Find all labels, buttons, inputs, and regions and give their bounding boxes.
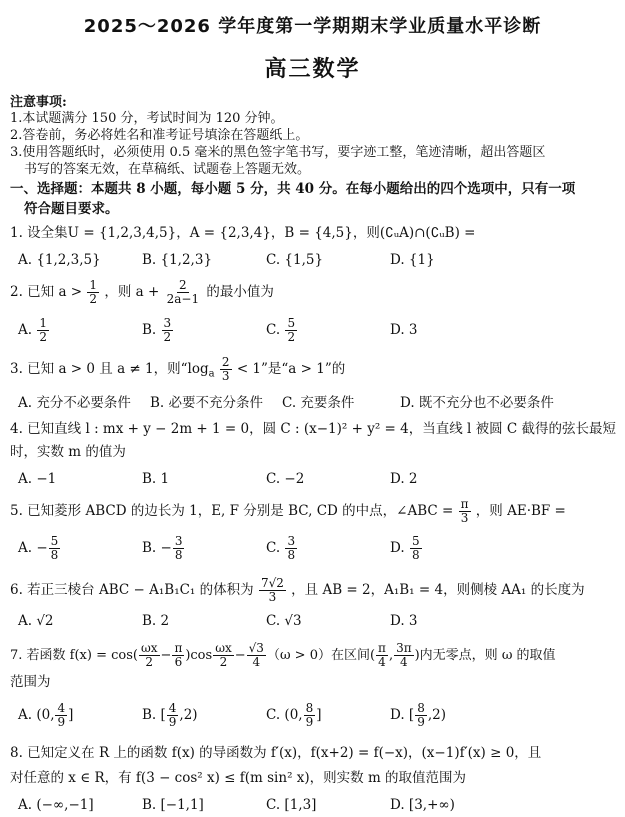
q7-option-c: C. (0, $\frac{8}{9}$ ] bbox=[266, 701, 322, 730]
q6-options bbox=[18, 610, 615, 632]
notes-title: 注意事项: bbox=[10, 95, 67, 110]
q3-option-a: A. 充分不必要条件 bbox=[18, 394, 131, 411]
q2-option-c: C. $\frac{5}{2}$ bbox=[266, 315, 296, 344]
q2-stem: 2. 已知 a > $\frac{1}{2}$ ，则 a + $\frac{2}{2a-1}$ 的最小值为 bbox=[10, 278, 274, 306]
q2-options bbox=[18, 312, 615, 348]
q4-options bbox=[18, 468, 615, 490]
q4-option-d: D. 2 bbox=[390, 470, 418, 487]
q2-option-b: B. $\frac{3}{2}$ bbox=[142, 315, 172, 344]
q6-option-a: A. √2 bbox=[18, 612, 54, 629]
q5-option-d: D. $\frac{5}{8}$ bbox=[390, 534, 420, 563]
q6-option-c: C. √3 bbox=[266, 612, 302, 629]
q4-option-b: B. 1 bbox=[142, 470, 170, 487]
q8-option-b: B. [−1,1] bbox=[142, 796, 204, 813]
exam-title: 2025～2026 学年度第一学期期末学业质量水平诊断 bbox=[83, 16, 542, 37]
q5-options bbox=[18, 531, 615, 567]
q1-stem: 1. 设全集U = {1,2,3,4,5}，A = {2,3,4}，B = {4,5}，则(∁ᵤA)∩(∁ᵤB) = bbox=[10, 225, 476, 241]
q7-option-a: A. (0, $\frac{4}{9}$ ] bbox=[18, 701, 74, 730]
section-heading: 一、选择题：本题共 8 小题，每小题 5 分，共 40 分。在每小题给出的四个选项中，只有一项 bbox=[10, 181, 576, 197]
q3-option-b: B. 必要不充分条件 bbox=[150, 394, 264, 411]
q4-stem: 4. 已知直线 l : mx + y − 2m + 1 = 0，圆 C : (x−1)² + y² = 4，当直线 l 被圆 C 截得的弦长最短 bbox=[10, 420, 617, 437]
q7-option-b: B. [ $\frac{4}{9}$ ,2) bbox=[142, 701, 198, 730]
q8-stem: 8. 已知定义在 R 上的函数 f(x) 的导函数为 f′(x)，f(x+2) = f(−x)，(x−1)f′(x) ≥ 0，且 bbox=[10, 744, 542, 761]
q5-option-c: C. $\frac{3}{8}$ bbox=[266, 534, 296, 563]
q7-options bbox=[18, 698, 615, 734]
q3-option-d: D. 既不充分也不必要条件 bbox=[400, 394, 554, 411]
q6-option-b: B. 2 bbox=[142, 612, 170, 629]
q5-stem: 5. 已知菱形 ABCD 的边长为 1，E, F 分别是 BC, CD 的中点，∠ABC = $\frac{\pi}{3}$ ，则 AE·BF = bbox=[10, 496, 566, 525]
q6-option-d: D. 3 bbox=[390, 612, 418, 629]
q1-option-a: A. {1,2,3,5} bbox=[18, 252, 101, 268]
q7-stem: 7. 若函数 f(x) = cos( $\frac{\omega x}{2}$ − $\frac{\pi}{6}$ )cos $\frac{\omega x}{2}$ − $\frac{√3}{4}$ （ω > 0）在区间( $\frac{\pi}{4}$ , $\frac{3\pi}{4}$ )内无零点，则 ω 的取值 bbox=[10, 640, 556, 669]
q8-option-d: D. [3,+∞) bbox=[390, 796, 455, 813]
q3-options bbox=[18, 390, 615, 412]
q1-options bbox=[18, 249, 615, 271]
q7-stem-cont: 范围为 bbox=[10, 673, 51, 690]
q6-stem: 6. 若正三棱台 ABC − A₁B₁C₁ 的体积为 $\frac{7√2}{3}$ ，且 AB = 2，A₁B₁ = 4，则侧棱 AA₁ 的长度为 bbox=[10, 575, 585, 604]
q2-frac-2: $\frac{2}{2a-1}$ bbox=[166, 278, 200, 306]
q1-option-c: C. {1,5} bbox=[266, 252, 324, 268]
q3-stem: 3. 已知 a > 0 且 a ≠ 1，则“$\log_a$ $\frac{2}{3}$ < 1”是“a > 1”的 bbox=[10, 355, 346, 383]
q8-option-a: A. (−∞,−1] bbox=[18, 796, 94, 813]
q4-stem-cont: 时，实数 m 的值为 bbox=[10, 443, 126, 460]
q8-stem-cont: 对任意的 x ∈ R，有 f(3 − cos² x) ≤ f(m sin² x)，则实数 m 的取值范围为 bbox=[10, 769, 467, 786]
q4-option-a: A. −1 bbox=[18, 470, 57, 487]
q5-option-b: B. − $\frac{3}{8}$ bbox=[142, 534, 183, 563]
note-3-cont: 书写的答案无效，在草稿纸、试题卷上答题无效。 bbox=[24, 162, 311, 177]
q2-option-a: A. $\frac{1}{2}$ bbox=[18, 315, 47, 344]
q2-option-d: D. 3 bbox=[390, 322, 418, 338]
q1-option-d: D. {1} bbox=[390, 252, 435, 268]
q3-option-c: C. 充要条件 bbox=[282, 394, 355, 411]
q2-frac-1: $\frac{1}{2}$ bbox=[89, 278, 98, 306]
q4-option-c: C. −2 bbox=[266, 470, 305, 487]
subject-title: 高三数学 bbox=[264, 57, 361, 82]
section-heading-cont: 符合题目要求。 bbox=[24, 201, 119, 217]
note-1: 1.本试题满分 150 分，考试时间为 120 分钟。 bbox=[10, 111, 284, 126]
q1-option-b: B. {1,2,3} bbox=[142, 252, 213, 268]
note-3: 3.使用答题纸时，必须使用 0.5 毫米的黑色签字笔书写，要字迹工整，笔迹清晰，超出答题区 bbox=[10, 145, 546, 160]
note-2: 2.答卷前，务必将姓名和准考证号填涂在答题纸上。 bbox=[10, 128, 309, 143]
q8-option-c: C. [1,3] bbox=[266, 796, 317, 813]
q7-option-d: D. [ $\frac{8}{9}$ ,2) bbox=[390, 701, 446, 730]
q8-options bbox=[18, 794, 615, 816]
q5-option-a: A. − $\frac{5}{8}$ bbox=[18, 534, 59, 563]
